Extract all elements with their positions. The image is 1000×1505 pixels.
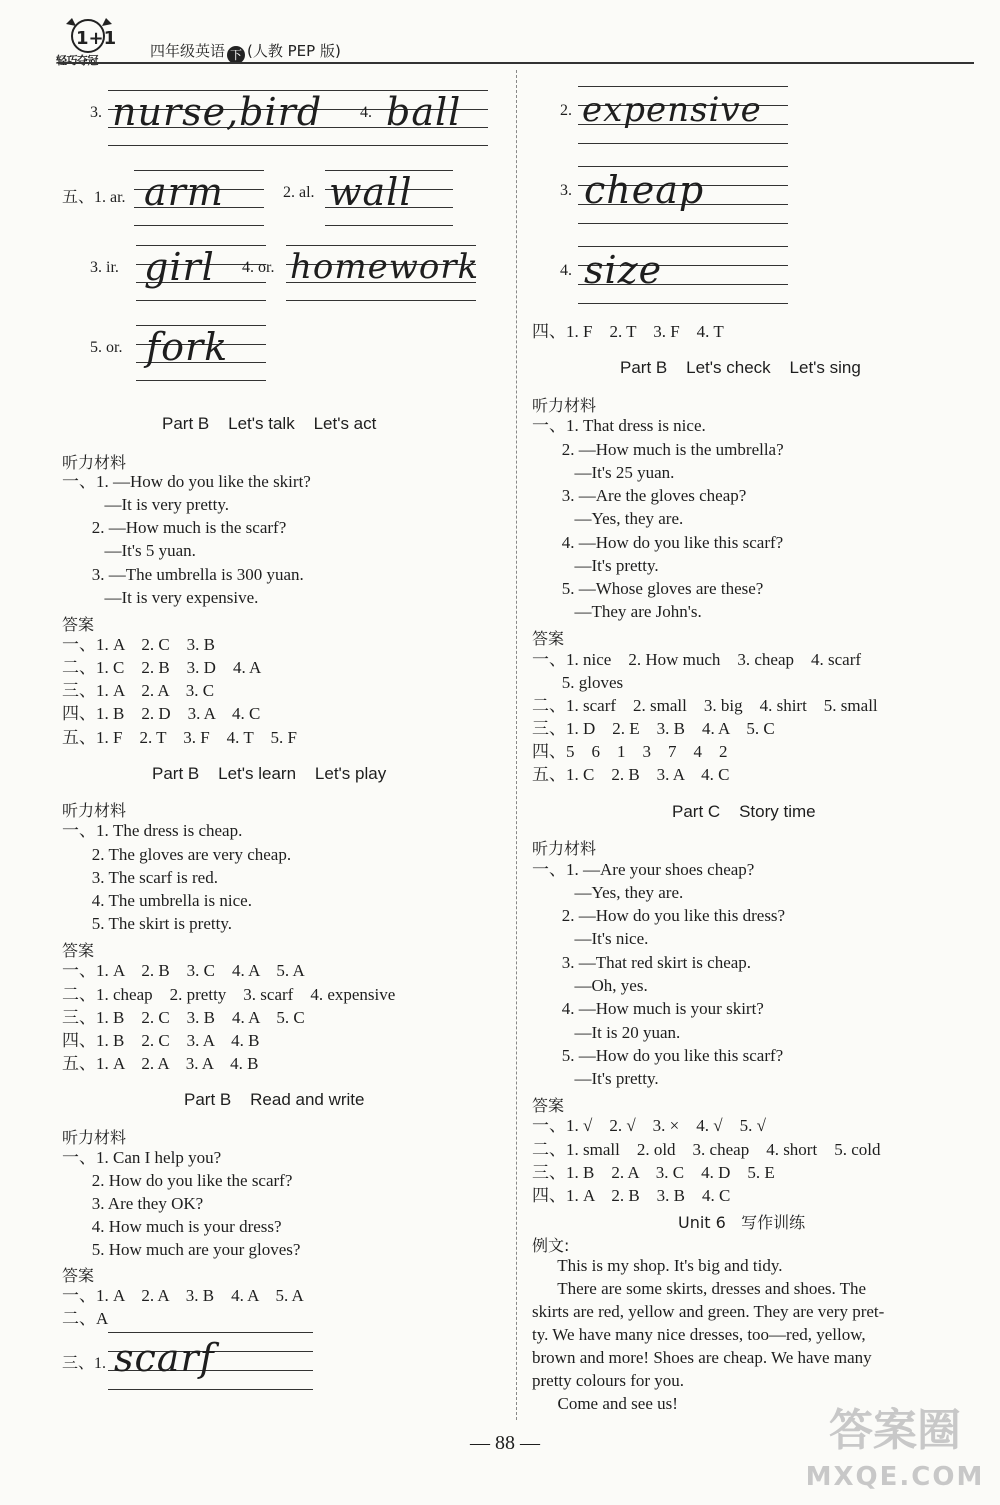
text-line: 一、1. —How do you like the skirt?	[62, 472, 311, 491]
item-label: 3.	[560, 182, 572, 199]
volume-badge: 下	[227, 46, 245, 64]
handwritten-answer: expensive	[582, 90, 762, 130]
answer-line: 四、1. F 2. T 3. F 4. T	[532, 322, 724, 341]
book-title-edition: (人教 PEP 版)	[247, 42, 341, 60]
text-line: 一、1. Can I help you?	[62, 1148, 222, 1167]
answer-line: 三、1. B 2. C 3. B 4. A 5. C	[62, 1008, 305, 1027]
listening-heading: 听力材料	[62, 1128, 127, 1147]
handwritten-answer: nurse,bird	[112, 90, 323, 134]
text-line: 5. —Whose gloves are these?	[532, 579, 764, 598]
handwritten-answer: wall	[329, 170, 413, 214]
answer-line: 5. gloves	[532, 673, 624, 692]
section-title: Part B Read and write	[184, 1090, 365, 1109]
handwritten-answer: size	[584, 248, 663, 292]
text-line: —They are John's.	[532, 602, 702, 621]
essay-line: pretty colours for you.	[532, 1371, 685, 1390]
answer-line: 五、1. A 2. A 3. A 4. B	[62, 1054, 259, 1073]
text-line: 5. The skirt is pretty.	[62, 914, 232, 933]
answer-line: 五、1. C 2. B 3. A 4. C	[532, 765, 730, 784]
handwritten-answer: scarf	[114, 1336, 215, 1380]
answer-line: 二、1. small 2. old 3. cheap 4. short 5. cold	[532, 1140, 881, 1159]
text-line: 3. —Are the gloves cheap?	[532, 486, 747, 505]
answer-line: 三、1. B 2. A 3. C 4. D 5. E	[532, 1163, 775, 1182]
text-line: —Yes, they are.	[532, 883, 684, 902]
section-title: Part B Let's check Let's sing	[620, 358, 861, 377]
example-heading: 例文:	[532, 1236, 570, 1255]
handwritten-answer: girl	[144, 245, 215, 289]
page-number: — 88 —	[470, 1432, 540, 1454]
text-line: 3. Are they OK?	[62, 1194, 204, 1213]
text-line: 3. —That red skirt is cheap.	[532, 953, 752, 972]
text-line: —It's 25 yuan.	[532, 463, 675, 482]
item-label: 3. ir.	[90, 259, 119, 276]
item-label: 2. al.	[283, 184, 315, 201]
listening-heading: 听力材料	[62, 453, 127, 472]
text-line: 2. How do you like the scarf?	[62, 1171, 293, 1190]
item-label: 三、1.	[62, 1355, 107, 1372]
answer-line: 二、A	[62, 1309, 109, 1328]
text-line: 3. The scarf is red.	[62, 868, 218, 887]
essay-line: brown and more! Shoes are cheap. We have many	[532, 1348, 872, 1367]
answer-heading: 答案	[62, 941, 95, 960]
item-label: 3.	[90, 104, 102, 121]
text-line: —It's pretty.	[532, 1069, 659, 1088]
text-line: 4. —How do you like this scarf?	[532, 533, 784, 552]
item-label: 2.	[560, 102, 572, 119]
text-line: 5. —How do you like this scarf?	[532, 1046, 784, 1065]
text-line: 2. —How much is the scarf?	[62, 518, 287, 537]
watermark-text: 答案圈	[829, 1405, 961, 1456]
answer-line: 二、1. cheap 2. pretty 3. scarf 4. expensive	[62, 985, 396, 1004]
book-title	[150, 40, 341, 64]
essay-line: Come and see us!	[532, 1394, 678, 1413]
text-line: 4. —How much is your skirt?	[532, 999, 764, 1018]
text-line: 5. How much are your gloves?	[62, 1240, 301, 1259]
column-divider	[516, 70, 517, 1420]
answer-heading: 答案	[532, 629, 565, 648]
answer-line: 三、1. A 2. A 3. C	[62, 681, 215, 700]
answer-line: 四、5 6 1 3 7 4 2	[532, 742, 728, 761]
text-line: 2. —How do you like this dress?	[532, 906, 786, 925]
item-label: 4.	[560, 262, 572, 279]
handwritten-answer: fork	[146, 325, 229, 369]
text-line: —It's pretty.	[532, 556, 659, 575]
answer-heading: 答案	[532, 1096, 565, 1115]
answer-line: 二、1. scarf 2. small 3. big 4. shirt 5. small	[532, 696, 878, 715]
item-label: 4. or.	[242, 259, 275, 276]
text-line: —It is 20 yuan.	[532, 1023, 681, 1042]
handwritten-answer: cheap	[584, 168, 705, 212]
answer-line: 四、1. B 2. D 3. A 4. C	[62, 704, 261, 723]
answer-line: 一、1. A 2. B 3. C 4. A 5. A	[62, 961, 305, 980]
answer-line: 四、1. A 2. B 3. B 4. C	[532, 1186, 731, 1205]
text-line: 一、1. That dress is nice.	[532, 416, 706, 435]
text-line: —It is very expensive.	[62, 588, 259, 607]
text-line: —It's 5 yuan.	[62, 541, 196, 560]
answer-heading: 答案	[62, 615, 95, 634]
text-line: —It's nice.	[532, 929, 649, 948]
essay-line: This is my shop. It's big and tidy.	[532, 1256, 783, 1275]
text-line: —It is very pretty.	[62, 495, 229, 514]
listening-heading: 听力材料	[532, 839, 597, 858]
text-line: —Oh, yes.	[532, 976, 648, 995]
text-line: 3. —The umbrella is 300 yuan.	[62, 565, 304, 584]
answer-heading: 答案	[62, 1266, 95, 1285]
section-title: Part B Let's learn Let's play	[152, 764, 387, 783]
svg-text:1+1: 1+1	[76, 28, 117, 49]
answer-line: 一、1. A 2. A 3. B 4. A 5. A	[62, 1286, 304, 1305]
item-label: 五、1. ar.	[62, 189, 126, 206]
text-line: 4. How much is your dress?	[62, 1217, 282, 1236]
section-title: Unit 6 写作训练	[678, 1213, 806, 1232]
answer-line: 五、1. F 2. T 3. F 4. T 5. F	[62, 728, 297, 747]
text-line: 2. —How much is the umbrella?	[532, 440, 784, 459]
handwritten-answer: homework	[290, 247, 480, 287]
listening-heading: 听力材料	[532, 396, 597, 415]
item-label: 5. or.	[90, 339, 123, 356]
answer-line: 一、1. √ 2. √ 3. × 4. √ 5. √	[532, 1116, 766, 1135]
watermark	[795, 1405, 995, 1504]
text-line: 2. The gloves are very cheap.	[62, 845, 292, 864]
book-title-grade: 四年级英语	[150, 42, 226, 60]
text-line: 一、1. —Are your shoes cheap?	[532, 860, 755, 879]
section-title: Part C Story time	[672, 802, 816, 821]
essay-line: ty. We have many nice dresses, too—red, yellow,	[532, 1325, 866, 1344]
handwritten-answer: ball	[386, 90, 462, 134]
answer-line: 四、1. B 2. C 3. A 4. B	[62, 1031, 260, 1050]
handwritten-answer: arm	[144, 170, 224, 214]
essay-line: skirts are red, yellow and green. They are very pret-	[532, 1302, 885, 1321]
answer-line: 一、1. A 2. C 3. B	[62, 635, 216, 654]
section-title: Part B Let's talk Let's act	[162, 414, 377, 433]
text-line: —Yes, they are.	[532, 509, 684, 528]
text-line: 4. The umbrella is nice.	[62, 891, 252, 910]
essay-line: There are some skirts, dresses and shoes. The	[532, 1279, 867, 1298]
answer-line: 二、1. C 2. B 3. D 4. A	[62, 658, 262, 677]
watermark-url: MXQE.COM	[805, 1462, 985, 1492]
brand-logo-text: 轻巧夺冠	[56, 54, 98, 67]
listening-heading: 听力材料	[62, 801, 127, 820]
item-label: 4.	[360, 104, 372, 121]
text-line: 一、1. The dress is cheap.	[62, 821, 243, 840]
header-rule	[58, 62, 974, 64]
answer-line: 三、1. D 2. E 3. B 4. A 5. C	[532, 719, 775, 738]
answer-line: 一、1. nice 2. How much 3. cheap 4. scarf	[532, 650, 862, 669]
